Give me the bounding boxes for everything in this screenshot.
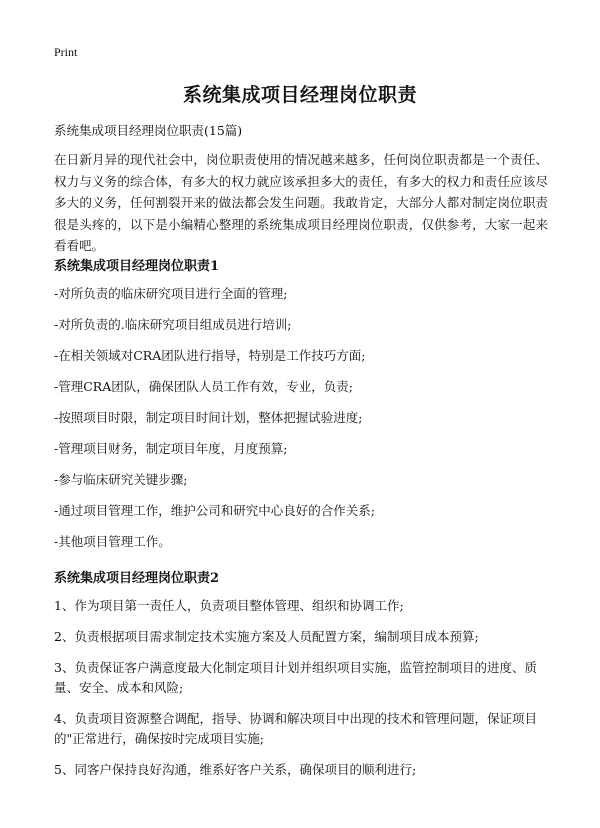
- list-item: -参与临床研究关键步骤;: [54, 472, 188, 487]
- list-item: -其他项目管理工作。: [54, 534, 171, 549]
- list-item: -对所负责的临床研究项目进行全面的管理;: [54, 286, 288, 301]
- intro-paragraph: 在日新月异的现代社会中，岗位职责使用的情况越来越多，任何岗位职责都是一个责任、权力与义务的综合体，有多大的权力就应该承担多大的责任，有多大的权力和责任应该尽多大的义务，任何割裂开来的做法都会发生问题。我敢肯定，大部分人都对制定岗位职责很是头疼的，以下是小编精心整理的系统集成项目经理岗位职责，仅供参考，大家一起来看看吧。: [54, 152, 548, 253]
- print-label[interactable]: Print: [54, 45, 78, 59]
- list-item: 4、负责项目资源整合调配，指导、协调和解决项目中出现的技术和管理问题，保证项目的"正常进行，确保按时完成项目实施;: [54, 711, 537, 746]
- list-item: -对所负责的.临床研究项目组成员进行培训;: [54, 317, 292, 332]
- list-item: -在相关领域对CRA团队进行指导，特别是工作技巧方面;: [54, 348, 366, 363]
- document-subtitle: 系统集成项目经理岗位职责(15篇): [54, 123, 243, 138]
- list-item: 1、作为项目第一责任人，负责项目整体管理、组织和协调工作;: [54, 598, 404, 613]
- list-item: -按照项目时限，制定项目时间计划，整体把握试验进度;: [54, 410, 363, 425]
- list-item: -管理项目财务，制定项目年度，月度预算;: [54, 441, 288, 456]
- page-title: 系统集成项目经理岗位职责: [182, 84, 417, 106]
- list-item: 5、同客户保持良好沟通，维系好客户关系，确保项目的顺利进行;: [54, 762, 417, 777]
- section-heading-1: 系统集成项目经理岗位职责1: [54, 259, 220, 274]
- list-item: 3、负责保证客户满意度最大化制定项目计划并组织项目实施，监管控制项目的进度、质量、安全、成本和风险;: [54, 660, 537, 695]
- list-item: -管理CRA团队，确保团队人员工作有效，专业，负责;: [54, 379, 353, 394]
- section-heading-2: 系统集成项目经理岗位职责2: [54, 571, 220, 586]
- list-item: 2、负责根据项目需求制定技术实施方案及人员配置方案，编制项目成本预算;: [54, 629, 479, 644]
- list-item: -通过项目管理工作，维护公司和研究中心良好的合作关系;: [54, 503, 375, 518]
